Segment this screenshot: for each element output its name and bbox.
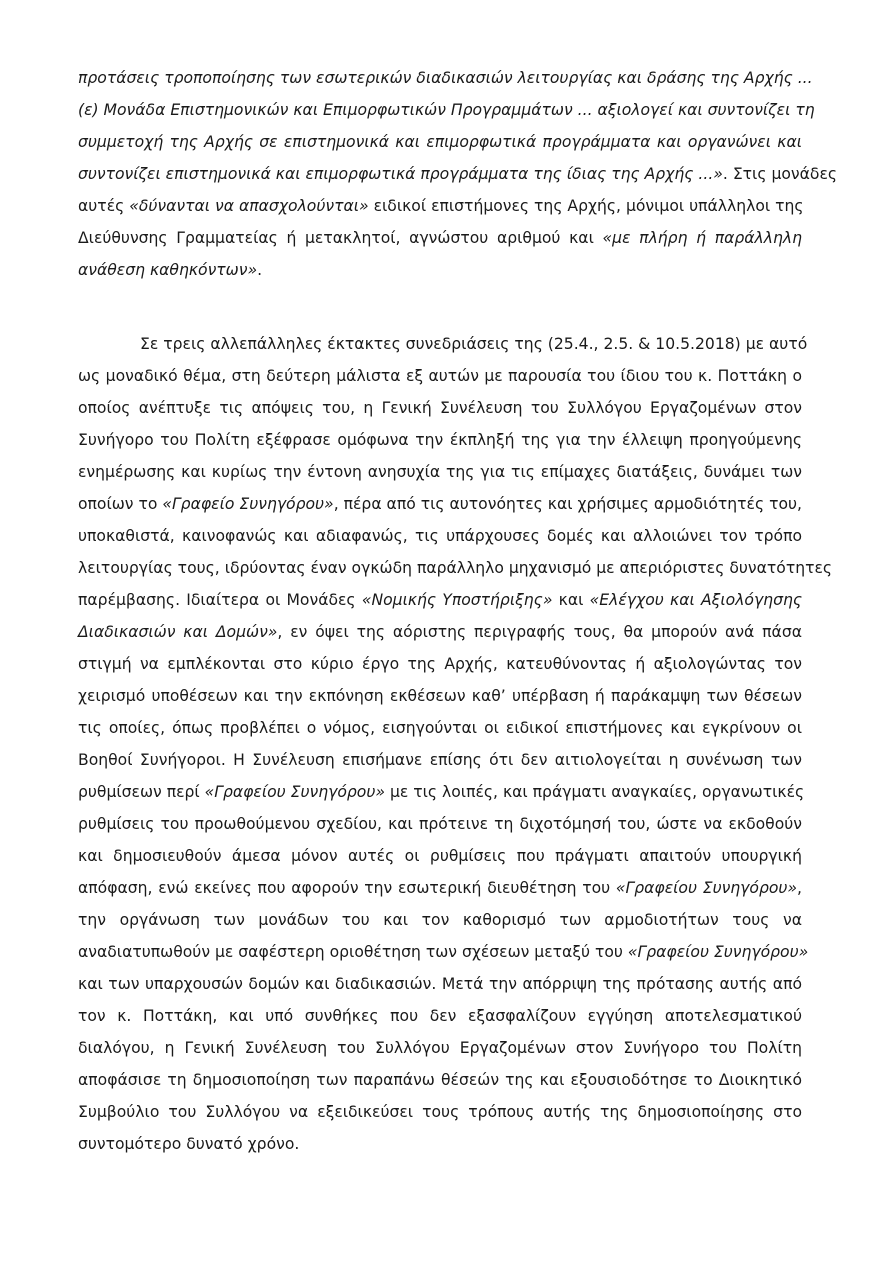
text-line (78, 776, 805, 808)
italic-text-segment: «δύνανται να απασχολούνται» (129, 197, 369, 215)
italic-text-segment: «Νομικής Υποστήριξης» (361, 591, 553, 609)
text-segment: χειρισμό υποθέσεων και την εκπόνηση εκθέσεων καθ’ υπέρβαση ή παράκαμψη των θέσεων (78, 687, 802, 705)
text-segment: υποκαθιστά, καινοφανώς και αδιαφανώς, τις υπάρχουσες δομές και αλλοιώνει τον τρόπο (78, 527, 802, 545)
italic-text-segment: ανάθεση καθηκόντων» (78, 261, 258, 279)
text-segment: . Στις μονάδες (722, 165, 838, 183)
text-segment: , πέρα από τις αυτονόητες και χρήσιμες αρμοδιότητές του, (333, 495, 803, 513)
text-segment: Συνήγορο του Πολίτη εξέφρασε ομόφωνα την έκπληξή της για την έλλειψη προηγούμενης (78, 431, 802, 449)
text-segment: αυτές (78, 197, 130, 215)
text-segment: απόφαση, ενώ εκείνες που αφορούν την εσωτερική διευθέτηση του (78, 879, 616, 897)
italic-text-segment: συμμετοχή της Αρχής σε επιστημονικά και επιμορφωτικά προγράμματα και οργανώνει και (78, 133, 802, 151)
text-line (78, 872, 802, 904)
text-segment: διαλόγου, η Γενική Συνέλευση του Συλλόγου Εργαζομένων στον Συνήγορο του Πολίτη (78, 1039, 802, 1057)
text-segment: Συμβούλιο του Συλλόγου να εξειδικεύσει τους τρόπους αυτής της δημοσιοποίησης στο (78, 1103, 802, 1121)
text-line (78, 520, 802, 552)
italic-text-segment: «Γραφείου Συνηγόρου» (204, 783, 385, 801)
italic-text-segment: συντονίζει επιστημονικά και επιμορφωτικά προγράμματα της ίδιας της Αρχής ...» (78, 165, 723, 183)
text-line (78, 584, 802, 616)
text-line (78, 328, 808, 360)
text-segment: ρυθμίσεων περί (78, 783, 205, 801)
text-segment: την οργάνωση των μονάδων του και τον καθορισμό των αρμοδιοτήτων τους να (78, 911, 802, 929)
text-segment: συντομότερο δυνατό χρόνο. (78, 1135, 300, 1153)
text-segment: , (797, 879, 803, 897)
text-line (78, 840, 802, 872)
italic-text-segment: «Γραφείο Συνηγόρου» (162, 495, 334, 513)
text-segment: οποίος ανέπτυξε τις απόψεις του, η Γενική Συνέλευση του Συλλόγου Εργαζομένων στον (78, 399, 802, 417)
text-line (78, 680, 802, 712)
text-segment: Διεύθυνσης Γραμματείας ή μετακλητοί, αγνώστου αριθμού και (78, 229, 603, 247)
italic-text-segment: Διαδικασιών και Δομών» (78, 623, 278, 641)
paragraph-1 (78, 62, 838, 286)
text-line (78, 1128, 802, 1160)
text-line (78, 456, 802, 488)
italic-text-segment: «Ελέγχου και Αξιολόγησης (589, 591, 802, 609)
text-segment: ρυθμίσεις του προωθούμενου σχεδίου, και πρότεινε τη διχοτόμησή του, ώστε να εκδοθούν (78, 815, 802, 833)
text-line (78, 744, 802, 776)
text-line (78, 392, 802, 424)
text-segment: . (257, 261, 263, 279)
text-line (78, 360, 802, 392)
text-line (78, 94, 815, 126)
text-line (78, 488, 802, 520)
text-line (78, 968, 802, 1000)
italic-text-segment: «Γραφείου Συνηγόρου» (627, 943, 809, 961)
text-segment: Βοηθοί Συνήγοροι. Η Συνέλευση επισήμανε επίσης ότι δεν αιτιολογείται η συνένωση των (78, 751, 802, 769)
text-line (78, 424, 802, 456)
text-line (78, 808, 802, 840)
text-line (78, 904, 802, 936)
text-segment: ειδικοί επιστήμονες της Αρχής, μόνιμοι υπάλληλοι της (368, 197, 804, 215)
text-line (78, 648, 802, 680)
text-segment: στιγμή να εμπλέκονται στο κύριο έργο της Αρχής, κατευθύνοντας ή αξιολογώντας τον (78, 655, 802, 673)
text-line (78, 1000, 802, 1032)
text-line (78, 190, 802, 222)
text-line (78, 712, 802, 744)
text-line (78, 616, 802, 648)
text-line (78, 1096, 802, 1128)
text-line (78, 62, 813, 94)
text-line (78, 222, 802, 254)
text-line (78, 552, 833, 584)
paragraph-2 (78, 328, 833, 1160)
text-segment: ενημέρωσης και κυρίως την έντονη ανησυχία της για τις επίμαχες διατάξεις, δυνάμει των (78, 463, 802, 481)
italic-text-segment: προτάσεις τροποποίησης των εσωτερικών διαδικασιών λειτουργίας και δράσης της Αρχής ... (78, 69, 813, 87)
italic-text-segment: (ε) Μονάδα Επιστημονικών και Επιμορφωτικών Προγραμμάτων ... αξιολογεί και συντονίζει τη (78, 101, 815, 119)
paragraph-gap (78, 286, 802, 328)
text-segment: παρέμβασης. Ιδιαίτερα οι Μονάδες (78, 591, 362, 609)
text-line (78, 1064, 802, 1096)
text-line (78, 126, 802, 158)
text-segment: οποίων το (78, 495, 163, 513)
text-segment: αναδιατυπωθούν με σαφέστερη οριοθέτηση των σχέσεων μεταξύ του (78, 943, 628, 961)
text-line (78, 158, 838, 190)
text-line (78, 936, 809, 968)
text-line (78, 1032, 802, 1064)
text-segment: και των υπαρχουσών δομών και διαδικασιών. Μετά την απόρριψη της πρότασης αυτής από (78, 975, 802, 993)
text-line (78, 254, 802, 286)
text-segment: τον κ. Ποττάκη, και υπό συνθήκες που δεν εξασφαλίζουν εγγύηση αποτελεσματικού (78, 1007, 802, 1025)
text-segment: τις οποίες, όπως προβλέπει ο νόμος, εισηγούνται οι ειδικοί επιστήμονες και εγκρίνουν οι (78, 719, 802, 737)
text-segment: και (552, 591, 590, 609)
text-segment: λειτουργίας τους, ιδρύοντας έναν ογκώδη παράλληλο μηχανισμό με απεριόριστες δυνατότητες (78, 559, 833, 577)
italic-text-segment: «Γραφείου Συνηγόρου» (615, 879, 798, 897)
text-segment: αποφάσισε τη δημοσιοποίηση των παραπάνω θέσεών της και εξουσιοδότησε το Διοικητικό (78, 1071, 802, 1089)
text-segment: ως μοναδικό θέμα, στη δεύτερη μάλιστα εξ αυτών με παρουσία του ίδιου του κ. Ποττάκη ο (78, 367, 802, 385)
italic-text-segment: «με πλήρη ή παράλληλη (602, 229, 802, 247)
text-segment: , εν όψει της αόριστης περιγραφής τους, θα μπορούν ανά πάσα (277, 623, 802, 641)
text-segment: και δημοσιευθούν άμεσα μόνον αυτές οι ρυθμίσεις που πράγματι απαιτούν υπουργική (78, 847, 802, 865)
text-segment: με τις λοιπές, και πράγματι αναγκαίες, οργανωτικές (384, 783, 805, 801)
text-segment: Σε τρεις αλλεπάλληλες έκτακτες συνεδριάσεις της (25.4., 2.5. & 10.5.2018) με αυτό (140, 335, 808, 353)
